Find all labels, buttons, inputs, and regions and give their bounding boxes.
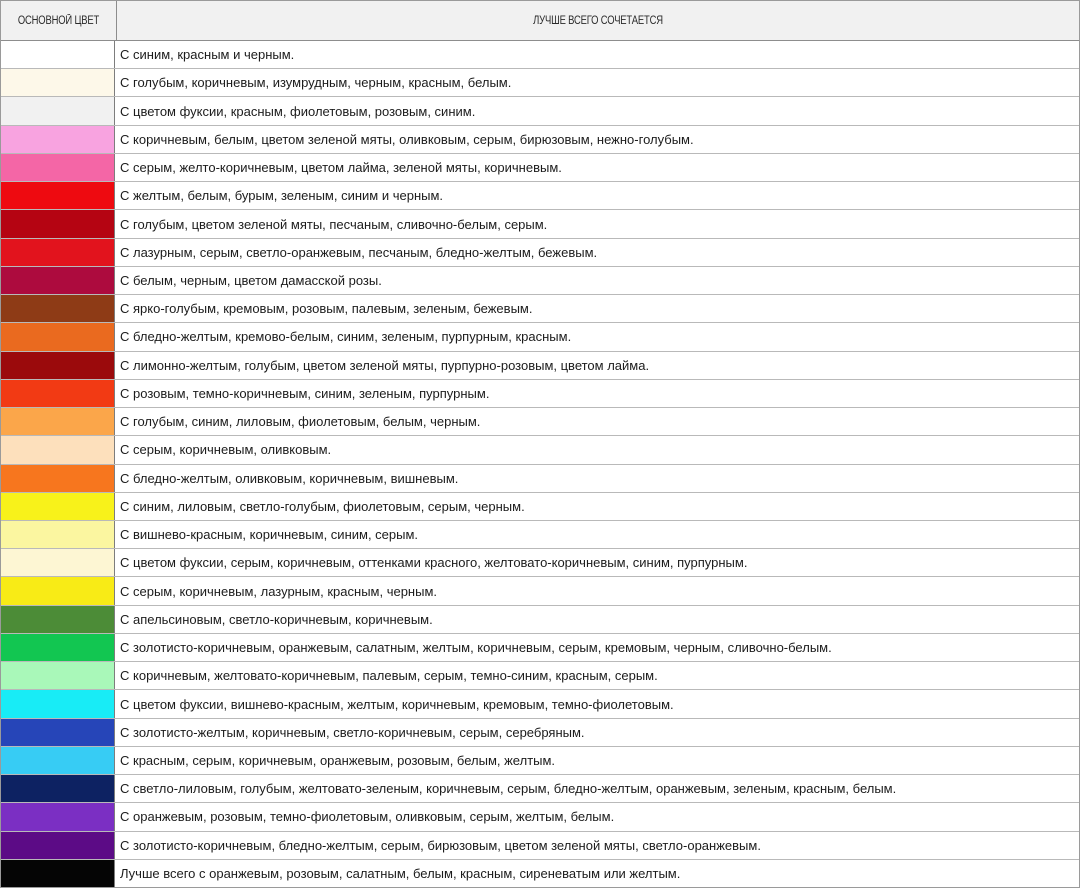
table-row [1, 775, 1079, 803]
table-row [1, 662, 1079, 690]
color-swatch [1, 803, 114, 830]
combination-text: С синим, лиловым, светло-голубым, фиолетовым, серым, черным. [120, 498, 525, 514]
table-row [1, 577, 1079, 605]
color-swatch [1, 239, 114, 266]
color-swatch [1, 719, 114, 746]
combination-text: С голубым, коричневым, изумрудным, черным, красным, белым. [120, 75, 512, 91]
color-swatch [1, 97, 114, 124]
table-row [1, 408, 1079, 436]
combination-text: С цветом фуксии, красным, фиолетовым, розовым, синим. [120, 103, 476, 119]
color-swatch [1, 380, 114, 407]
header-divider [116, 1, 117, 40]
color-swatch [1, 154, 114, 181]
combination-text: С коричневым, желтовато-коричневым, палевым, серым, темно-синим, красным, серым. [120, 668, 658, 684]
combination-text: С желтым, белым, бурым, зеленым, синим и черным. [120, 188, 444, 204]
combination-text: С золотисто-коричневым, бледно-желтым, серым, бирюзовым, цветом зеленой мяты, светло-оранжевым. [120, 837, 761, 853]
color-swatch [1, 126, 114, 153]
color-swatch [1, 323, 114, 350]
color-swatch [1, 352, 114, 379]
table-row [1, 719, 1079, 747]
combination-text: С цветом фуксии, вишнево-красным, желтым, коричневым, кремовым, темно-фиолетовым. [120, 696, 674, 712]
combination-text: С светло-лиловым, голубым, желтовато-зеленым, коричневым, серым, бледно-желтым, оранжевым, зеленым, красным, белым. [120, 781, 897, 797]
header-base-color: ОСНОВНОЙ ЦВЕТ [17, 14, 100, 27]
table-row [1, 832, 1079, 860]
table-row [1, 803, 1079, 831]
table-row [1, 154, 1079, 182]
combination-text: С красным, серым, коричневым, оранжевым, розовым, белым, желтым. [120, 752, 556, 768]
combination-text: С золотисто-коричневым, оранжевым, салатным, желтым, коричневым, серым, кремовым, черным, сливочно-белым. [120, 640, 832, 656]
combination-text: С цветом фуксии, серым, коричневым, оттенками красного, желтовато-коричневым, синим, пурпурным. [120, 555, 748, 571]
table-row [1, 323, 1079, 351]
table-row [1, 634, 1079, 662]
color-swatch [1, 577, 114, 604]
color-swatch [1, 521, 114, 548]
combination-text: С розовым, темно-коричневым, синим, зеленым, пурпурным. [120, 385, 490, 401]
color-swatch [1, 860, 114, 887]
color-swatch [1, 295, 114, 322]
header-best-combination: ЛУЧШЕ ВСЕГО СОЧЕТАЕТСЯ [533, 14, 663, 27]
table-row [1, 606, 1079, 634]
combination-text: С ярко-голубым, кремовым, розовым, палевым, зеленым, бежевым. [120, 301, 533, 317]
color-swatch [1, 69, 114, 96]
combination-text: С лимонно-желтым, голубым, цветом зеленой мяты, пурпурно-розовым, цветом лайма. [120, 357, 650, 373]
color-swatch [1, 775, 114, 802]
combination-text: С бледно-желтым, кремово-белым, синим, зеленым, пурпурным, красным. [120, 329, 572, 345]
combination-text: С вишнево-красным, коричневым, синим, серым. [120, 527, 419, 543]
table-row [1, 436, 1079, 464]
color-swatch [1, 549, 114, 576]
color-swatch [1, 465, 114, 492]
table-row [1, 352, 1079, 380]
color-swatch [1, 210, 114, 237]
color-swatch [1, 690, 114, 717]
combination-text: С лазурным, серым, светло-оранжевым, песчаным, бледно-желтым, бежевым. [120, 244, 598, 260]
combination-text: С серым, коричневым, оливковым. [120, 442, 332, 458]
color-swatch [1, 747, 114, 774]
table-row [1, 295, 1079, 323]
table-row [1, 549, 1079, 577]
table-body [1, 41, 1079, 887]
combination-text: С бледно-желтым, оливковым, коричневым, вишневым. [120, 470, 459, 486]
color-swatch [1, 267, 114, 294]
combination-text: С голубым, синим, лиловым, фиолетовым, белым, черным. [120, 414, 481, 430]
color-swatch [1, 606, 114, 633]
color-swatch [1, 182, 114, 209]
color-swatch [1, 41, 114, 68]
table-row [1, 747, 1079, 775]
table-row [1, 210, 1079, 238]
combination-text: С белым, черным, цветом дамасской розы. [120, 272, 382, 288]
combination-text: С синим, красным и черным. [120, 47, 295, 63]
table-row [1, 860, 1079, 887]
table-row [1, 126, 1079, 154]
color-swatch [1, 493, 114, 520]
table-row [1, 239, 1079, 267]
table-row [1, 97, 1079, 125]
table-row [1, 521, 1079, 549]
table-header [1, 1, 1079, 41]
combination-text: С серым, желто-коричневым, цветом лайма, зеленой мяты, коричневым. [120, 160, 562, 176]
table-row [1, 69, 1079, 97]
color-swatch [1, 436, 114, 463]
combination-text: С коричневым, белым, цветом зеленой мяты, оливковым, серым, бирюзовым, нежно-голубым. [120, 131, 694, 147]
table-row [1, 182, 1079, 210]
combination-text: С золотисто-желтым, коричневым, светло-коричневым, серым, серебряным. [120, 724, 585, 740]
combination-text: С голубым, цветом зеленой мяты, песчаным, сливочно-белым, серым. [120, 216, 548, 232]
combination-text: Лучше всего с оранжевым, розовым, салатным, белым, красным, сиреневатым или желтым. [120, 865, 681, 881]
table-row [1, 690, 1079, 718]
table-row [1, 380, 1079, 408]
color-swatch [1, 832, 114, 859]
combination-text: С серым, коричневым, лазурным, красным, черным. [120, 583, 438, 599]
combination-text: С апельсиновым, светло-коричневым, коричневым. [120, 611, 433, 627]
combination-text: С оранжевым, розовым, темно-фиолетовым, оливковым, серым, желтым, белым. [120, 809, 615, 825]
table-row [1, 493, 1079, 521]
color-swatch [1, 408, 114, 435]
table-row [1, 465, 1079, 493]
table-row [1, 267, 1079, 295]
table-row [1, 41, 1079, 69]
color-swatch [1, 662, 114, 689]
color-swatch [1, 634, 114, 661]
